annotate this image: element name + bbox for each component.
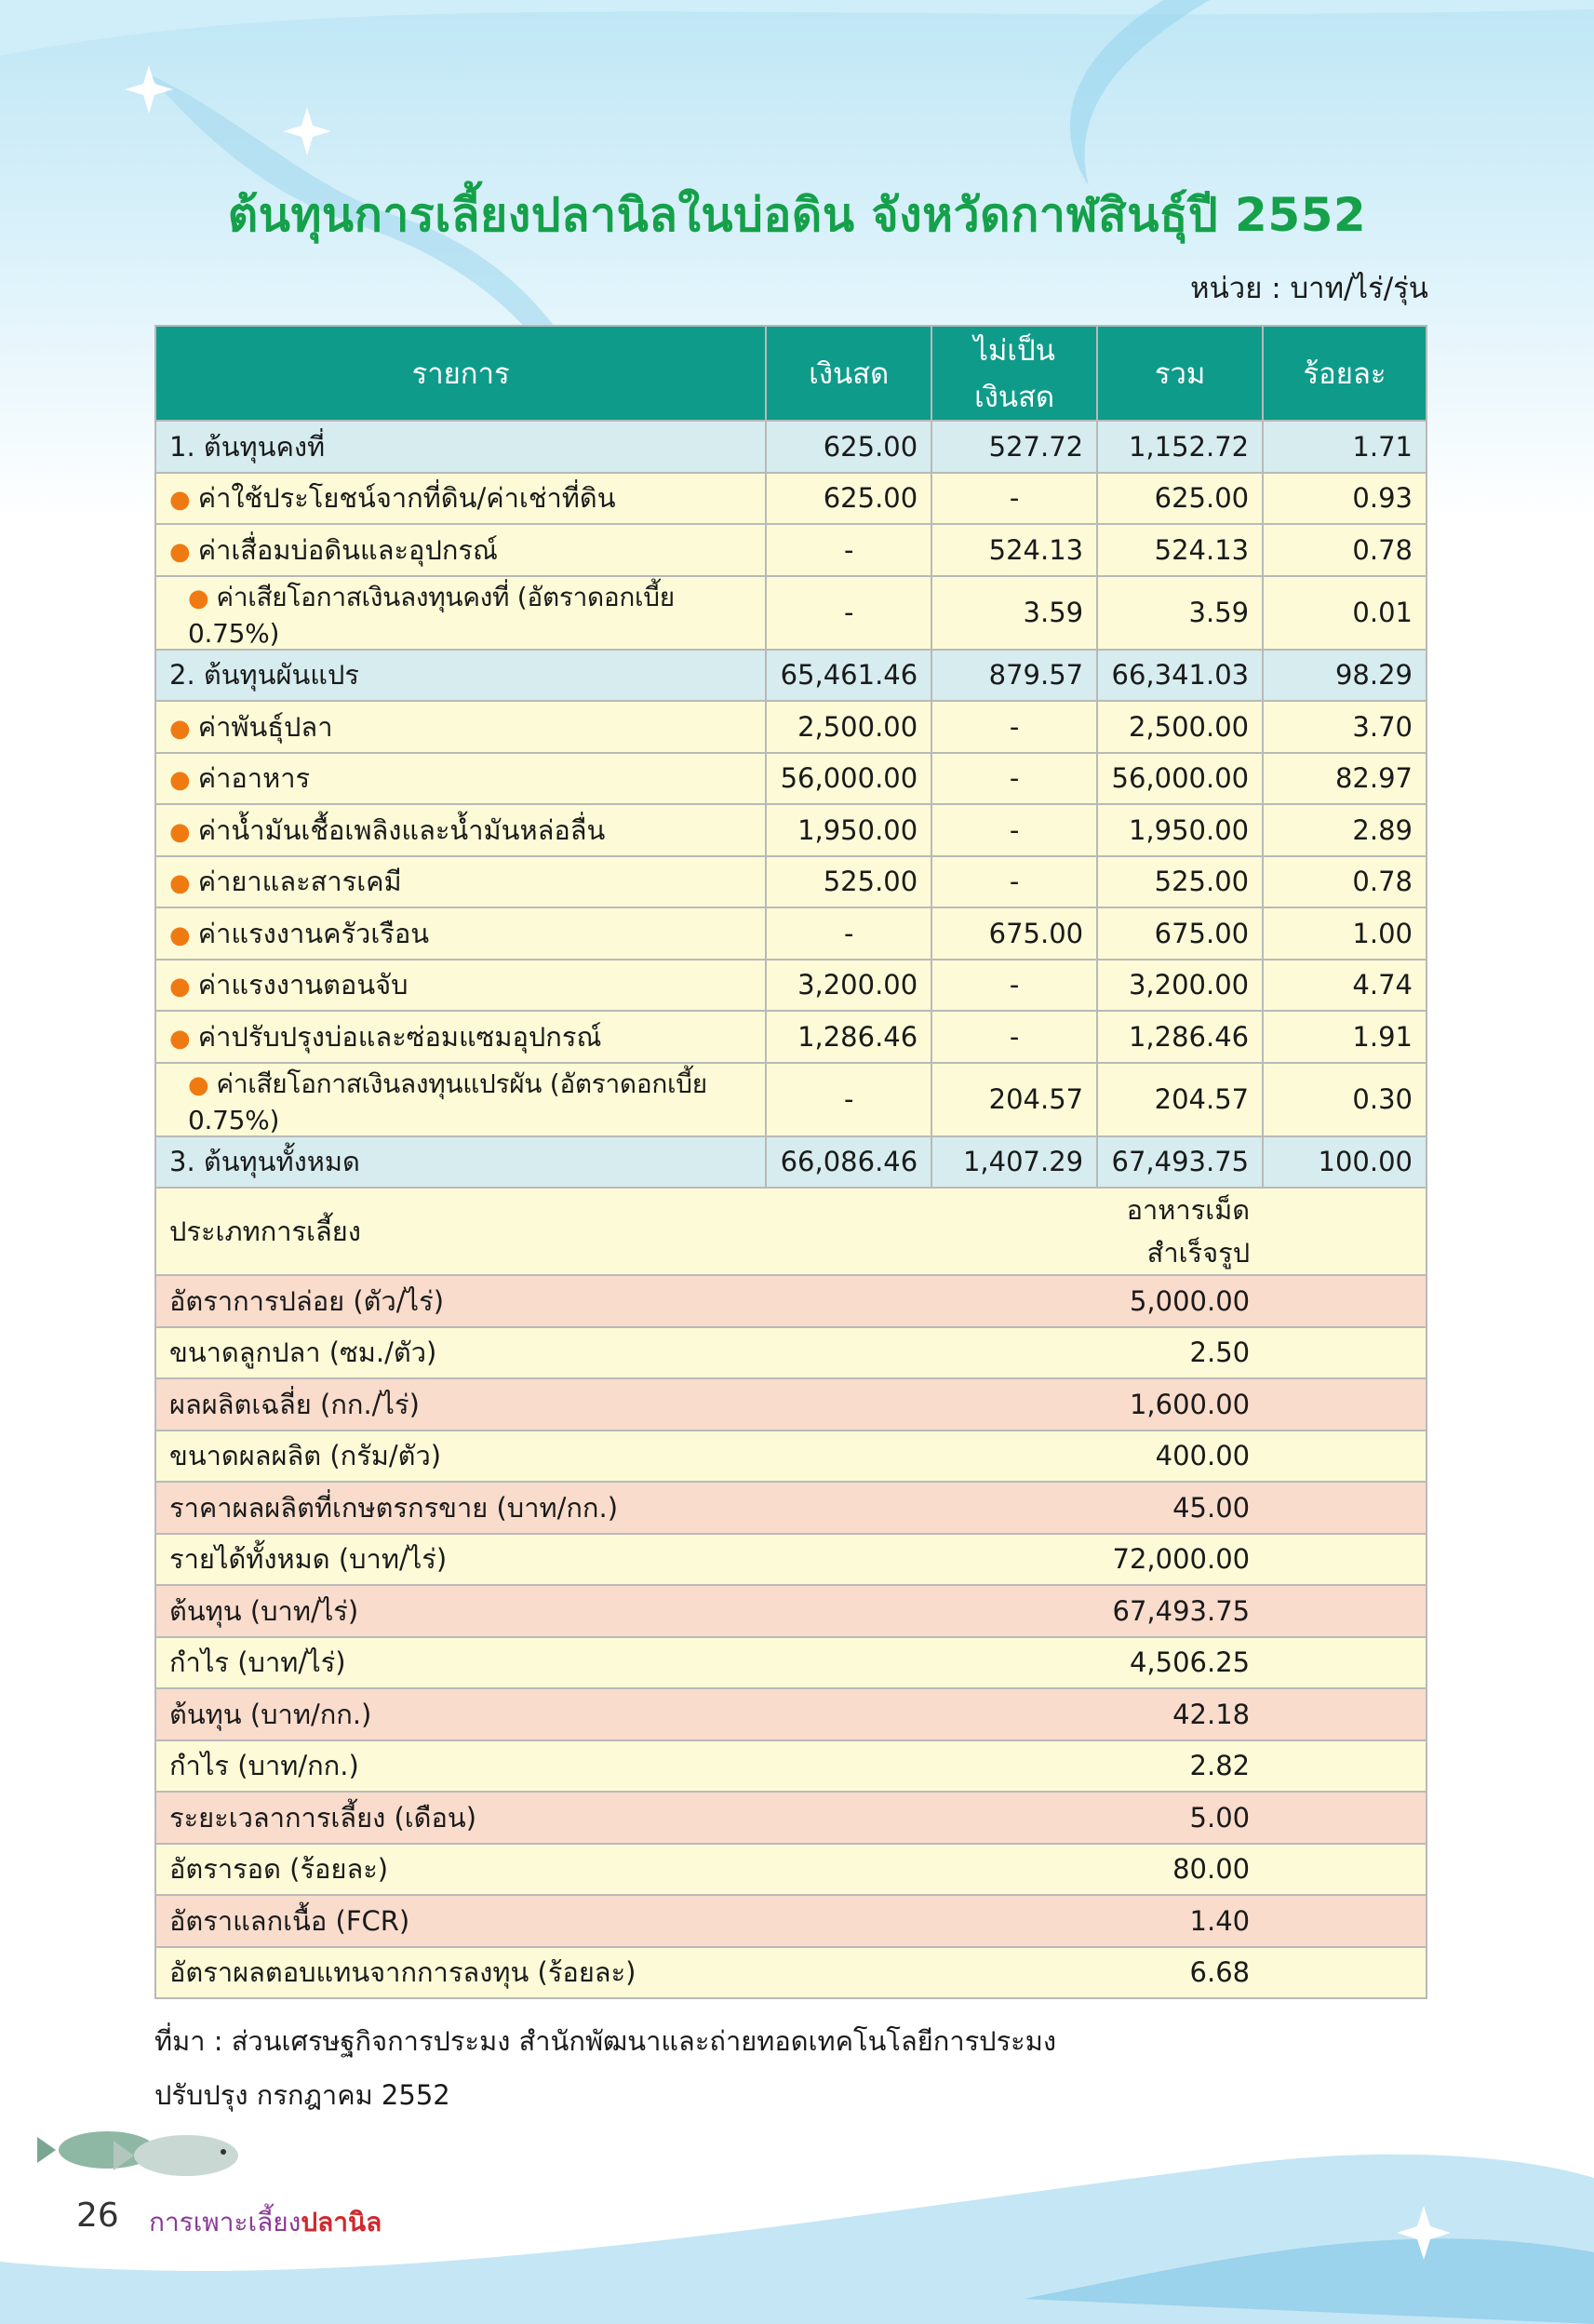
- item-value: 1,950.00: [1097, 804, 1263, 856]
- item-label: ค่าเสียโอกาสเงินลงทุนคงที่ (อัตราดอกเบี้ย 0.75%): [188, 581, 675, 649]
- section-value: 66,086.46: [766, 1136, 931, 1189]
- item-label: ค่าอาหาร: [197, 762, 311, 795]
- stat-label: อัตรารอด (ร้อยละ): [155, 1844, 1097, 1896]
- table-row: [155, 1011, 1427, 1063]
- item-label-cell: [155, 524, 766, 576]
- stat-empty: [1263, 1585, 1427, 1637]
- item-value: -: [931, 753, 1097, 805]
- item-label-cell: [155, 856, 766, 908]
- item-value: 625.00: [766, 473, 931, 525]
- bullet-icon: ●: [169, 537, 191, 566]
- stat-empty: [1263, 1792, 1427, 1844]
- item-value: 0.01: [1263, 576, 1427, 650]
- section-value: 67,493.75: [1097, 1136, 1263, 1189]
- book-title-highlight: ปลานิล: [301, 2207, 382, 2237]
- stat-empty: [1263, 1482, 1427, 1534]
- item-value: 1,286.46: [1097, 1011, 1263, 1063]
- section-row: [155, 1136, 1427, 1189]
- stat-value: 67,493.75: [1097, 1585, 1263, 1637]
- item-label: ค่าพันธุ์ปลา: [197, 710, 333, 743]
- item-label: ค่ายาและสารเคมี: [197, 866, 402, 898]
- section-label: 1. ต้นทุนคงที่: [155, 421, 766, 473]
- header-cash: เงินสด: [766, 326, 931, 421]
- stat-value: 72,000.00: [1097, 1534, 1263, 1586]
- stat-value: 2.50: [1097, 1327, 1263, 1379]
- stat-label: ผลผลิตเฉลี่ย (กก./ไร่): [155, 1378, 1097, 1431]
- section-row: [155, 650, 1427, 702]
- table-row: [155, 960, 1427, 1012]
- item-label-cell: [155, 576, 766, 650]
- item-value: 1,286.46: [766, 1011, 931, 1063]
- bullet-icon: ●: [169, 486, 191, 515]
- section-value: 879.57: [931, 650, 1097, 702]
- stat-row: [155, 1792, 1427, 1844]
- item-value: -: [766, 907, 931, 960]
- item-label-cell: [155, 1011, 766, 1063]
- stat-label: ประเภทการเลี้ยง: [155, 1188, 1097, 1275]
- stat-row: [155, 1585, 1427, 1637]
- bullet-icon: ●: [169, 869, 191, 898]
- stat-label: อัตราแลกเนื้อ (FCR): [155, 1895, 1097, 1947]
- item-value: -: [766, 524, 931, 576]
- stat-row: [155, 1482, 1427, 1534]
- stat-row: [155, 1740, 1427, 1793]
- bullet-icon: ●: [188, 1070, 209, 1099]
- stat-label: กำไร (บาท/กก.): [155, 1740, 1097, 1793]
- item-value: 675.00: [931, 907, 1097, 960]
- stat-label: ราคาผลผลิตที่เกษตรกรขาย (บาท/กก.): [155, 1482, 1097, 1534]
- item-value: 1,950.00: [766, 804, 931, 856]
- stat-row: [155, 1895, 1427, 1947]
- table-row: [155, 524, 1427, 576]
- item-value: 3,200.00: [1097, 960, 1263, 1012]
- stat-value: อาหารเม็ดสำเร็จรูป: [1097, 1188, 1263, 1275]
- item-value: 0.93: [1263, 473, 1427, 525]
- stat-row: [155, 1947, 1427, 1999]
- stat-row: [155, 1637, 1427, 1689]
- item-value: 524.13: [1097, 524, 1263, 576]
- table-row: [155, 701, 1427, 753]
- bullet-icon: ●: [169, 973, 191, 1001]
- stat-value: 45.00: [1097, 1482, 1263, 1534]
- item-value: -: [931, 960, 1097, 1012]
- page-title: ต้นทุนการเลี้ยงปลานิลในบ่อดิน จังหวัดกาฬสินธุ์ปี 2552: [227, 188, 1367, 242]
- section-value: 1.71: [1263, 421, 1427, 473]
- section-value: 100.00: [1263, 1136, 1427, 1189]
- stat-row: [155, 1275, 1427, 1327]
- header-noncash: ไม่เป็นเงินสด: [931, 326, 1097, 421]
- section-value: 625.00: [766, 421, 931, 473]
- item-label: ค่าแรงงานตอนจับ: [197, 969, 409, 1001]
- table-row: [155, 907, 1427, 960]
- item-label: ค่าใช้ประโยชน์จากที่ดิน/ค่าเช่าที่ดิน: [197, 482, 616, 515]
- stat-label: อัตราการปล่อย (ตัว/ไร่): [155, 1275, 1097, 1327]
- stat-row: [155, 1688, 1427, 1740]
- section-value: 1,152.72: [1097, 421, 1263, 473]
- item-value: 1.00: [1263, 907, 1427, 960]
- item-value: 56,000.00: [766, 753, 931, 805]
- item-value: 2,500.00: [766, 701, 931, 753]
- stat-empty: [1263, 1740, 1427, 1793]
- bullet-icon: ●: [169, 920, 191, 949]
- stat-value: 5.00: [1097, 1792, 1263, 1844]
- item-value: 0.78: [1263, 856, 1427, 908]
- stat-row: [155, 1327, 1427, 1379]
- bullet-icon: ●: [169, 766, 191, 795]
- item-value: 204.57: [1097, 1063, 1263, 1136]
- stat-value: 80.00: [1097, 1844, 1263, 1896]
- item-value: -: [766, 576, 931, 650]
- item-value: 0.30: [1263, 1063, 1427, 1136]
- item-value: 3.70: [1263, 701, 1427, 753]
- stat-empty: [1263, 1637, 1427, 1689]
- item-label-cell: [155, 907, 766, 960]
- item-value: 525.00: [1097, 856, 1263, 908]
- stat-value: 6.68: [1097, 1947, 1263, 1999]
- section-row: [155, 421, 1427, 473]
- stat-value: 1.40: [1097, 1895, 1263, 1947]
- stat-empty: [1263, 1275, 1427, 1327]
- stat-empty: [1263, 1947, 1427, 1999]
- stat-label: อัตราผลตอบแทนจากการลงทุน (ร้อยละ): [155, 1947, 1097, 1999]
- header-item: รายการ: [155, 326, 766, 421]
- item-value: 82.97: [1263, 753, 1427, 805]
- bullet-icon: ●: [169, 1024, 191, 1053]
- stat-empty: [1263, 1431, 1427, 1483]
- book-title: [149, 2202, 382, 2243]
- stat-empty: [1263, 1844, 1427, 1896]
- item-label: ค่าแรงงานครัวเรือน: [197, 917, 430, 949]
- item-value: -: [931, 473, 1097, 525]
- section-label: 3. ต้นทุนทั้งหมด: [155, 1136, 766, 1189]
- table-row: [155, 473, 1427, 525]
- item-value: 2.89: [1263, 804, 1427, 856]
- section-value: 98.29: [1263, 650, 1427, 702]
- stat-label: ต้นทุน (บาท/ไร่): [155, 1585, 1097, 1637]
- item-label-cell: [155, 960, 766, 1012]
- stat-label: ต้นทุน (บาท/กก.): [155, 1688, 1097, 1740]
- item-value: 675.00: [1097, 907, 1263, 960]
- item-value: 1.91: [1263, 1011, 1427, 1063]
- stat-label: ขนาดลูกปลา (ซม./ตัว): [155, 1327, 1097, 1379]
- stat-empty: [1263, 1895, 1427, 1947]
- item-value: -: [931, 1011, 1097, 1063]
- item-value: 4.74: [1263, 960, 1427, 1012]
- item-value: 3.59: [1097, 576, 1263, 650]
- stat-row: [155, 1188, 1427, 1275]
- item-label: ค่าน้ำมันเชื้อเพลิงและน้ำมันหล่อลื่น: [197, 813, 606, 846]
- stat-empty: [1263, 1688, 1427, 1740]
- stat-value: 2.82: [1097, 1740, 1263, 1793]
- item-label-cell: [155, 753, 766, 805]
- section-value: 65,461.46: [766, 650, 931, 702]
- section-label: 2. ต้นทุนผันแปร: [155, 650, 766, 702]
- item-label-cell: [155, 473, 766, 525]
- item-value: 0.78: [1263, 524, 1427, 576]
- header-percent: ร้อยละ: [1263, 326, 1427, 421]
- section-value: 66,341.03: [1097, 650, 1263, 702]
- item-value: 3.59: [931, 576, 1097, 650]
- bullet-icon: ●: [169, 714, 191, 743]
- bullet-icon: ●: [188, 584, 209, 612]
- stat-value: 5,000.00: [1097, 1275, 1263, 1327]
- section-value: 1,407.29: [931, 1136, 1097, 1189]
- stat-label: รายได้ทั้งหมด (บาท/ไร่): [155, 1534, 1097, 1586]
- item-value: -: [931, 856, 1097, 908]
- table-row: [155, 1063, 1427, 1136]
- table-header-row: [155, 326, 1427, 421]
- item-value: 524.13: [931, 524, 1097, 576]
- table-row: [155, 753, 1427, 805]
- item-value: 204.57: [931, 1063, 1097, 1136]
- item-label: ค่าเสียโอกาสเงินลงทุนแปรผัน (อัตราดอกเบี้ย 0.75%): [188, 1068, 707, 1135]
- page-number: 26: [76, 2196, 119, 2235]
- item-label-cell: [155, 1063, 766, 1136]
- stat-empty: [1263, 1327, 1427, 1379]
- table-body: [155, 421, 1427, 1998]
- stat-label: กำไร (บาท/ไร่): [155, 1637, 1097, 1689]
- item-value: -: [766, 1063, 931, 1136]
- cost-table: [154, 325, 1427, 1999]
- stat-value: 1,600.00: [1097, 1378, 1263, 1431]
- bullet-icon: ●: [169, 817, 191, 846]
- item-label-cell: [155, 701, 766, 753]
- item-label: ค่าปรับปรุงบ่อและซ่อมแซมอุปกรณ์: [197, 1020, 602, 1053]
- fish-illustration: [37, 2113, 261, 2187]
- book-title-prefix: การเพาะเลี้ยง: [149, 2207, 301, 2237]
- item-value: -: [931, 701, 1097, 753]
- item-label-cell: [155, 804, 766, 856]
- stat-value: 42.18: [1097, 1688, 1263, 1740]
- stat-empty: [1263, 1534, 1427, 1586]
- item-value: 2,500.00: [1097, 701, 1263, 753]
- source-note: [154, 2014, 1056, 2122]
- stat-value: 400.00: [1097, 1431, 1263, 1483]
- stat-row: [155, 1431, 1427, 1483]
- table-row: [155, 856, 1427, 908]
- item-value: 3,200.00: [766, 960, 931, 1012]
- item-label: ค่าเสื่อมบ่อดินและอุปกรณ์: [197, 533, 498, 566]
- stat-label: ระยะเวลาการเลี้ยง (เดือน): [155, 1792, 1097, 1844]
- stat-row: [155, 1378, 1427, 1431]
- source-line-1: ที่มา : ส่วนเศรษฐกิจการประมง สำนักพัฒนาและถ่ายทอดเทคโนโลยีการประมง: [154, 2025, 1057, 2057]
- stat-empty: [1263, 1378, 1427, 1431]
- table-row: [155, 804, 1427, 856]
- stat-label: ขนาดผลผลิต (กรัม/ตัว): [155, 1431, 1097, 1483]
- header-total: รวม: [1097, 326, 1263, 421]
- stat-row: [155, 1844, 1427, 1896]
- stat-value: 4,506.25: [1097, 1637, 1263, 1689]
- item-value: 625.00: [1097, 473, 1263, 525]
- item-value: 56,000.00: [1097, 753, 1263, 805]
- stat-row: [155, 1534, 1427, 1586]
- table-row: [155, 576, 1427, 650]
- source-line-2: ปรับปรุง กรกฎาคม 2552: [154, 2079, 450, 2111]
- unit-label: หน่วย : บาท/ไร่/รุ่น: [1190, 272, 1428, 305]
- item-value: 525.00: [766, 856, 931, 908]
- stat-empty: [1263, 1188, 1427, 1275]
- item-value: -: [931, 804, 1097, 856]
- section-value: 527.72: [931, 421, 1097, 473]
